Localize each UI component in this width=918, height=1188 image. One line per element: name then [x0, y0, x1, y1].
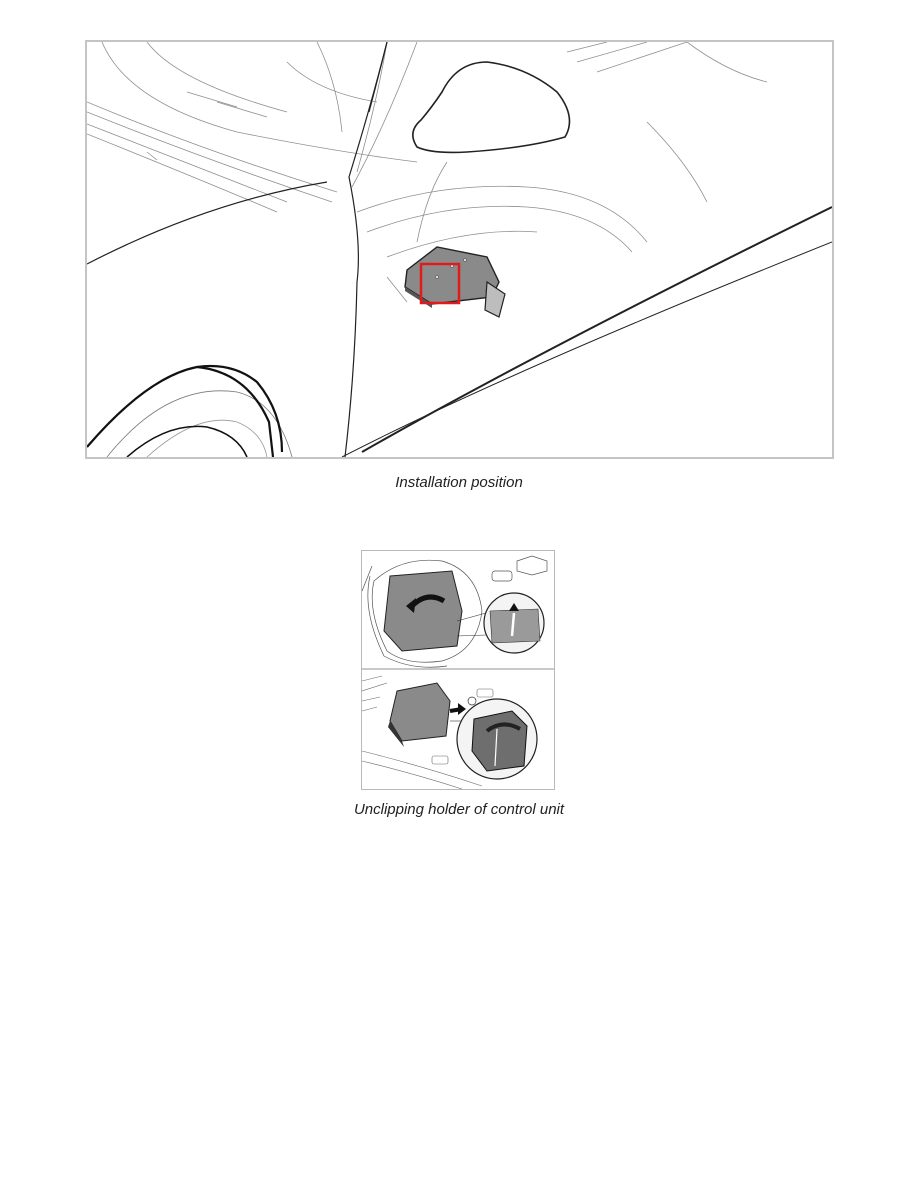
unclipping-illustration	[362, 551, 554, 789]
unclipping-holder-figure	[361, 550, 555, 790]
installation-position-figure	[85, 40, 834, 459]
car-side-illustration	[87, 42, 832, 457]
figure-caption-installation: Installation position	[395, 474, 523, 491]
control-unit-graphic	[405, 247, 505, 317]
figure-caption-unclipping: Unclipping holder of control unit	[353, 801, 565, 818]
